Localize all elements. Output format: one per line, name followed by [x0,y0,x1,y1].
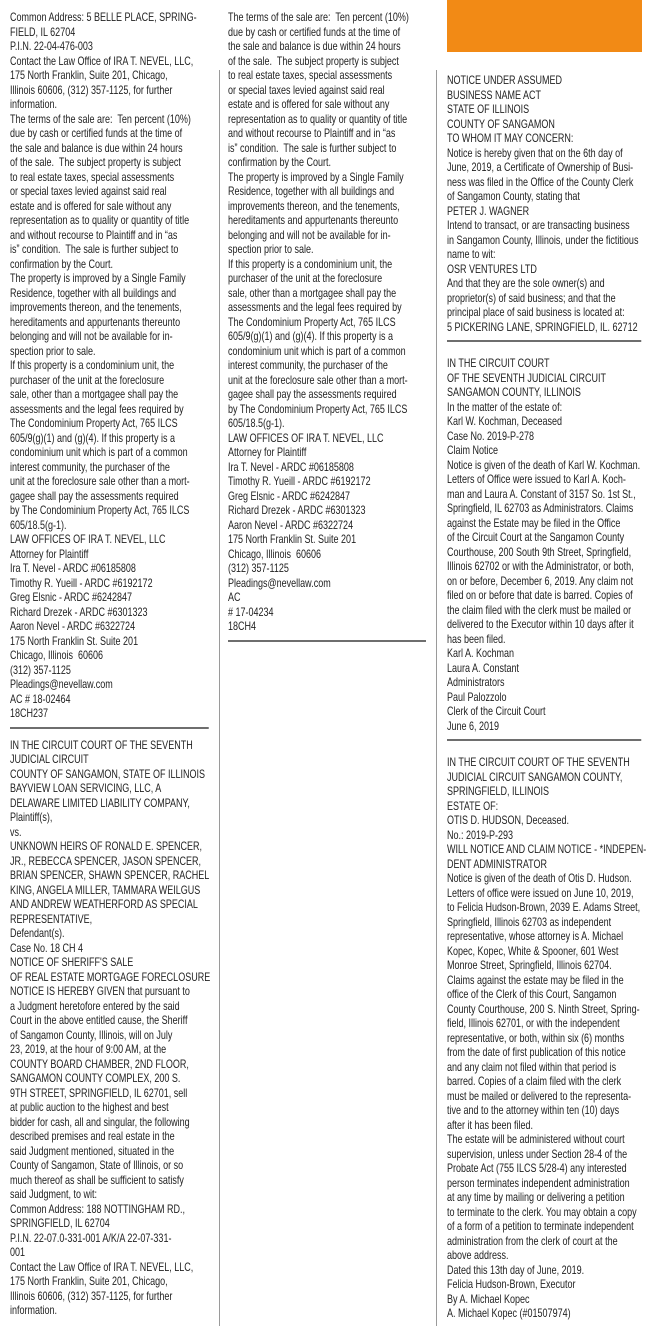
notice-line: Springfield, Illinois 62703 as independent [447,914,612,929]
notice-line: Residence, together with all buildings and [10,285,177,300]
notice-line: Common Address: 5 BELLE PLACE, SPRING- [10,10,197,24]
notice-line: 9TH STREET, SPRINGFIELD, IL 62701, sell [10,1085,188,1100]
notice-separator-rule [447,739,641,741]
notice-line: is” condition. The sale is further subject to [10,242,179,256]
notice-line: BAYVIEW LOAN SERVICING, LLC, A [10,781,162,795]
notice-line: at any time by mailing or delivering a petition [447,1190,625,1204]
notice-line: of the sale. The subject property is subject [10,155,181,169]
notice-line: DENT ADMINISTRATOR [447,856,548,871]
notice-line: 175 North Franklin, Suite 201, Chicago, [10,68,168,82]
notice-line: Paul Palozzolo [447,689,507,704]
notice-line: improvements thereon, and the tenements, [10,300,182,314]
notice-line: sale, other than a mortgagee shall pay the [10,387,179,401]
notice-line: estate and is offered for sale without any [228,97,390,111]
notice-line: representative, whose attorney is A. Michael [447,929,624,943]
notice-line: DELAWARE LIMITED LIABILITY COMPANY, [10,795,190,810]
notice-line: Illinois 60606, (312) 357-1125, for further [10,1288,173,1303]
notice-line: and without recourse to Plaintiff and in “as [10,227,178,242]
notice-line: of a form of a petition to terminate independent [447,1219,634,1233]
notice-line: Ira T. Nevel - ARDC #06185808 [10,561,136,575]
notice-line: against the Estate may be filed in the Office [447,515,621,530]
notice-line: In the matter of the estate of: [447,399,563,414]
notice-line: information. [10,1303,58,1317]
notice-line: Laura A. Constant [447,660,520,675]
notice-line: due by cash or certified funds at the time of [228,24,401,39]
notice-line: has been filed. [447,631,506,646]
notice-line: REPRESENTATIVE, [10,911,93,926]
notice-line: Karl A. Kochman [447,646,515,660]
column-divider [219,70,220,1326]
notice-line: Claim Notice [447,443,499,457]
notice-line: of Sangamon County, stating that [447,189,580,203]
notice-line: Residence, together with all buildings and [228,184,395,198]
notice-line: UNKNOWN HEIRS OF RONALD E. SPENCER, [10,839,203,853]
notice-line: OSR VENTURES LTD [447,261,537,276]
notice-line: at public auction to the highest and best [10,1100,169,1114]
notice-line: Claims against the estate may be filed in the [447,972,624,987]
notice-line: A. Michael Kopec (#01507974) [447,1306,571,1320]
notice-line: TO WHOM IT MAY CONCERN: [447,131,574,145]
notice-line: purchaser of the unit at the foreclosure [228,271,383,285]
notice-line: 23, 2019, at the hour of 9:00 AM, at the [10,1042,167,1056]
assumed-business-name-notice-osr-ventures [447,73,643,334]
notice-line: the claim filed with the clerk must be mailed or [447,602,632,617]
notice-line: Clerk of the Circuit Court [447,704,546,718]
notice-line: 605/9(g)(1) and (g)(4). If this property is a [228,329,394,343]
notice-line: to real estate taxes, special assessments [228,68,393,82]
notice-line: Letters of office were issued on June 10, 2019, [447,885,634,900]
notice-line: Chicago, Illinois 60606 [10,648,104,662]
notice-line: Karl W. Kochman, Deceased [447,414,563,428]
notice-line: improvements thereon, and the tenements, [228,198,400,213]
notice-line: County of Sangamon, State of Illinois, or so [10,1158,184,1172]
notice-line: name to wit: [447,247,496,261]
notice-line: 175 North Franklin St. Suite 201 [228,532,357,546]
notice-line: 175 North Franklin, Suite 201, Chicago, [10,1274,168,1288]
notice-line: to real estate taxes, special assessments [10,169,175,184]
notice-line: spection prior to sale. [228,242,314,256]
notice-line: WILL NOTICE AND CLAIM NOTICE - *INDEPEN- [447,842,647,856]
notice-line: Illinois 60606, (312) 357-1125, for further [10,82,173,97]
notice-line: person terminates independent administration [447,1175,630,1190]
notice-line: 605/18.5(g-1). [228,416,285,430]
notice-line: By A. Michael Kopec [447,1291,530,1306]
sheriffs-sale-notice-bayview-spencer [10,738,211,1318]
notice-line: supervision, unless under Section 28-4 of the [447,1146,628,1161]
notice-line: administration from the clerk of court at the [447,1233,618,1248]
notice-line: confirmation by the Court. [228,155,332,169]
notice-column-3-content [447,73,647,1321]
notice-line: delivered to the Executor within 10 days after it [447,617,634,631]
notice-line: by The Condominium Property Act, 765 ILCS [10,503,190,517]
notice-line: COUNTY BOARD CHAMBER, 2ND FLOOR, [10,1056,189,1071]
notice-line: of the Circuit Court at the Sangamon County [447,530,625,544]
notice-line: 18CH237 [10,706,49,720]
notice-line: by The Condominium Property Act, 765 ILCS [228,401,408,416]
notice-line: Aaron Nevel - ARDC #6322724 [228,517,354,532]
notice-line: Timothy R. Yueill - ARDC #6192172 [10,575,153,590]
notice-line: tive and to the attorney within ten (10) days [447,1103,620,1117]
notice-line: information. [10,97,58,111]
notice-line: 175 North Franklin St. Suite 201 [10,633,139,648]
notice-line: P.I.N. 22-07.0-331-001 A/K/A 22-07-331- [10,1230,172,1245]
notice-line: unit at the foreclosure sale other than a mort- [10,474,190,488]
foreclosure-notice-belle-place-continuation [10,10,211,721]
notice-line: (312) 357-1125 [228,561,289,575]
notice-line: Aaron Nevel - ARDC #6322724 [10,619,136,633]
notice-line: Case No. 2019-P-278 [447,428,535,443]
notice-line: 605/9(g)(1) and (g)(4). If this property is a [10,430,176,445]
notice-line: condominium unit which is part of a common [228,343,406,358]
notice-line: is” condition. The sale is further subject to [228,140,397,155]
notice-line: Greg Elsnic - ARDC #6242847 [10,590,133,604]
notice-line: gagee shall pay the assessments required [10,488,179,503]
notice-line: COUNTY OF SANGAMON [447,116,555,131]
notice-line: assessments and the legal fees required by [10,401,184,416]
notice-line: must be mailed or delivered to the representa- [447,1088,632,1103]
notice-line: SPRINGFIELD, IL 62704 [10,1216,110,1230]
notice-line: Notice is given of the death of Karl W. Kochman. [447,457,641,472]
notice-line: barred. Copies of a claim filed with the clerk [447,1074,622,1088]
notice-line: filed on or before that date is barred. Copies of [447,588,633,602]
notice-line: PETER J. WAGNER [447,203,530,218]
notice-line: Greg Elsnic - ARDC #6242847 [228,488,351,503]
notice-line: Pleadings@nevellaw.com [10,677,113,691]
notice-line: The terms of the sale are: Ten percent (10%) [10,111,191,126]
notice-column-2-content [228,10,428,642]
notice-line: purchaser of the unit at the foreclosure [10,372,165,387]
notice-line: IN THE CIRCUIT COURT [447,356,550,370]
notice-line: And that they are the sole owner(s) and [447,276,605,290]
notice-line: Springfield, IL 62703 as Administrators. Claims [447,501,634,515]
notice-line: NOTICE UNDER ASSUMED [447,73,563,87]
notice-line: interest community, the purchaser of the [10,459,170,474]
notice-line: proprietor(s) of said business; and that the [447,290,616,305]
notice-line: Timothy R. Yueill - ARDC #6192172 [228,474,371,488]
notice-line: SANGAMON COUNTY COMPLEX, 200 S. [10,1071,181,1085]
claim-notice-kochman-estate [447,356,643,733]
notice-line: Court in the above entitled cause, the Sheriff [10,1013,188,1027]
notice-line: The property is improved by a Single Family [10,271,186,285]
notice-line: Attorney for Plaintiff [228,445,307,459]
notice-column-2 [228,10,428,651]
notice-line: P.I.N. 22-04-476-003 [10,39,93,53]
notice-line: Monroe Street, Springfield, Illinois 62704. [447,958,612,972]
notice-column-1-content [10,10,211,1318]
will-and-claim-notice-hudson-estate [447,755,647,1321]
notice-line: 5 PICKERING LANE, SPRINGFIELD, IL. 62712 [447,319,638,334]
notice-line: The terms of the sale are: Ten percent (10%) [228,10,409,24]
ad-banner [447,0,642,52]
notice-line: unit at the foreclosure sale other than a mort- [228,372,408,387]
notice-line: Illinois 62702 or with the Administrator, or both, [447,559,634,573]
notice-line: condominium unit which is part of a common [10,445,188,459]
notice-line: The Condominium Property Act, 765 ILCS [10,416,178,430]
notice-line: NOTICE IS HEREBY GIVEN that pursuant to [10,984,190,998]
notice-line: Dated this 13th day of June, 2019. [447,1262,585,1277]
notice-line: estate and is offered for sale without any [10,198,172,213]
notice-line: Common Address: 188 NOTTINGHAM RD., [10,1201,186,1216]
notice-line: Intend to transact, or are transacting business [447,218,630,232]
notice-line: Letters of Office were issued to Karl A. Koch- [447,472,626,486]
notice-line: Richard Drezek - ARDC #6301323 [10,604,148,619]
notice-line: Attorney for Plaintiff [10,546,89,561]
notice-line: after it has been filed. [447,1117,534,1132]
notice-line: BRIAN SPENCER, SHAWN SPENCER, RACHEL [10,868,210,882]
notice-line: above address. [447,1248,509,1262]
notice-line: belonging and will not be available for in- [10,329,173,343]
notice-line: 605/18.5(g-1). [10,517,67,532]
notice-line: a Judgment heretofore entered by the said [10,998,180,1013]
notice-line: LAW OFFICES OF IRA T. NEVEL, LLC [10,532,166,546]
notice-line: The Condominium Property Act, 765 ILCS [228,314,396,329]
notice-line: June 6, 2019 [447,718,500,733]
notice-line: If this property is a condominium unit, the [10,358,175,372]
notice-line: SANGAMON COUNTY, ILLINOIS [447,385,581,399]
notice-line: JR., REBECCA SPENCER, JASON SPENCER, [10,853,202,868]
notice-line: JUDICIAL CIRCUIT [10,752,89,766]
foreclosure-notice-terms-17-04234 [228,10,428,634]
notice-line: from the date of first publication of this notice [447,1045,626,1059]
notice-line: LAW OFFICES OF IRA T. NEVEL, LLC [228,430,384,445]
notice-line: No.: 2019-P-293 [447,827,514,842]
notice-line: FIELD, IL 62704 [10,24,76,39]
notice-line: The estate will be administered without court [447,1132,625,1146]
notice-line: gagee shall pay the assessments required [228,387,397,401]
notice-line: described premises and real estate in the [10,1129,175,1143]
notice-line: Contact the Law Office of IRA T. NEVEL, LLC, [10,53,194,68]
notice-line: vs. [10,824,22,839]
notice-line: Notice is given of the death of Otis D. Hudson. [447,871,632,885]
notice-line: Ira T. Nevel - ARDC #06185808 [228,459,354,474]
notice-line: sale, other than a mortgagee shall pay the [228,285,397,300]
notice-line: STATE OF ILLINOIS [447,102,530,116]
notice-line: OTIS D. HUDSON, Deceased. [447,813,570,827]
notice-line: and any claim not filed within that period is [447,1059,617,1074]
notice-line: KING, ANGELA MILLER, TAMMARA WEILGUS [10,882,201,897]
notice-line: Plaintiff(s), [10,810,53,824]
notice-line: If this property is a condominium unit, the [228,256,393,271]
notice-line: OF THE SEVENTH JUDICIAL CIRCUIT [447,370,607,385]
notice-line: due by cash or certified funds at the time of [10,126,183,140]
notice-line: spection prior to sale. [10,343,96,358]
notice-line: IN THE CIRCUIT COURT OF THE SEVENTH [447,755,630,769]
notice-line: representation as to quality or quantity of title [228,111,408,126]
notice-line: Kopec, Kopec, White & Spooner, 601 West [447,943,619,958]
notice-line: to Felicia Hudson-Brown, 2039 E. Adams Street, [447,900,641,914]
notice-line: Notice is hereby given that on the 6th day of [447,145,623,160]
notice-line: COUNTY OF SANGAMON, STATE OF ILLINOIS [10,766,206,781]
notice-line: said Judgment, to wit: [10,1187,98,1201]
notice-line: of Sangamon County, Illinois, will on July [10,1027,173,1042]
notice-line: Administrators [447,675,505,689]
notice-line: Defendant(s). [10,926,65,940]
notice-line: and without recourse to Plaintiff and in “as [228,126,396,140]
notice-line: Chicago, Illinois 60606 [228,546,322,561]
notice-line: or special taxes levied against said real [10,184,167,198]
notice-line: representation as to quality or quantity of title [10,213,190,227]
notice-separator-rule [228,640,426,642]
notice-line: representative, or both, within six (6) months [447,1030,625,1045]
notice-line: June, 2019, a Certificate of Ownership of Busi- [447,160,634,174]
notice-line: (312) 357-1125 [10,662,71,677]
notice-line: interest community, the purchaser of the [228,358,388,372]
notice-line: Richard Drezek - ARDC #6301323 [228,503,366,517]
notice-line: BUSINESS NAME ACT [447,87,542,102]
notice-line: or special taxes levied against said real [228,82,385,97]
notice-line: The property is improved by a Single Family [228,169,404,184]
notice-separator-rule [10,727,209,729]
notice-line: said Judgment mentioned, situated in the [10,1143,175,1158]
notice-line: Felicia Hudson-Brown, Executor [447,1277,576,1291]
notice-line: confirmation by the Court. [10,256,114,271]
notice-line: the sale and balance is due within 24 hours [10,140,183,155]
notice-line: Probate Act (755 ILCS 5/28-4) any interested [447,1161,627,1175]
notice-line: JUDICIAL CIRCUIT SANGAMON COUNTY, [447,769,623,784]
notice-line: 18CH4 [228,619,257,633]
notice-line: ness was filed in the Office of the County Clerk [447,174,634,189]
notice-line: # 17-04234 [228,604,274,619]
notice-line: IN THE CIRCUIT COURT OF THE SEVENTH [10,737,193,752]
notice-line: AC # 18-02464 [10,691,71,706]
column-divider [436,70,437,1326]
notice-line: Contact the Law Office of IRA T. NEVEL, LLC, [10,1259,194,1274]
notice-line: the sale and balance is due within 24 hours [228,39,401,53]
notice-line: NOTICE OF SHERIFF'S SALE [10,955,134,969]
notice-line: hereditaments and appurtenants thereunto [10,314,181,329]
notice-line: belonging and will not be available for in- [228,227,391,242]
notice-line: 001 [10,1245,26,1259]
notice-line: field, Illinois 62701, or with the independent [447,1016,620,1030]
notice-separator-rule [447,340,641,342]
notice-line: SPRINGFIELD, ILLINOIS [447,784,550,798]
notice-line: assessments and the legal fees required by [228,300,402,314]
notice-line: hereditaments and appurtenants thereunto [228,213,399,227]
notice-line: AND ANDREW WEATHERFORD AS SPECIAL [10,897,198,911]
notice-line: bidder for cash, all and singular, the following [10,1114,190,1129]
notice-line: Case No. 18 CH 4 [10,940,84,955]
notice-line: ESTATE OF: [447,798,499,813]
notice-line: OF REAL ESTATE MORTGAGE FORECLOSURE [10,969,211,984]
notice-line: to terminate to the clerk. You may obtain a copy [447,1204,637,1219]
notice-line: AC [228,590,241,604]
notice-line: of the sale. The subject property is subject [228,53,399,68]
notice-line: office of the Clerk of this Court, Sangamon [447,987,617,1001]
notice-line: County Courthouse, 200 S. Ninth Street, Spring- [447,1001,640,1016]
notice-line: much thereof as shall be sufficient to satisfy [10,1172,184,1187]
notice-line: Pleadings@nevellaw.com [228,575,331,590]
notice-line: man and Laura A. Constant of 3157 So. 1st St., [447,486,636,501]
notice-line: on or before, December 6, 2019. Any claim not [447,573,634,588]
notice-line: Courthouse, 200 South 9th Street, Springfield, [447,544,632,559]
notice-line: in Sangamon County, Illinois, under the fictitious [447,232,639,247]
notice-column-1 [10,10,211,1318]
notice-column-3 [447,73,647,1321]
notice-line: principal place of said business is located at: [447,305,625,319]
